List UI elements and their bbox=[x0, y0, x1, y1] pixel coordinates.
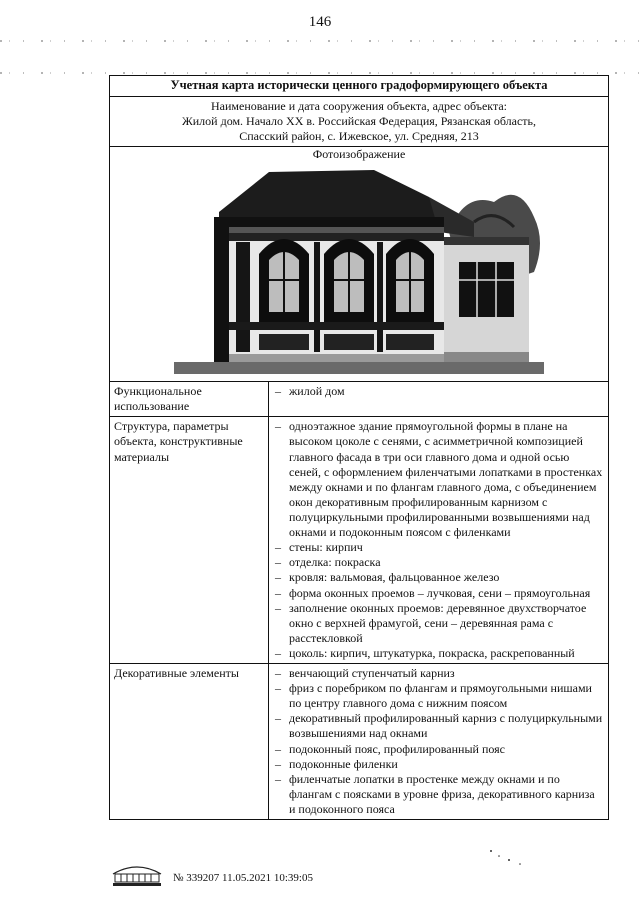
list-item: – фриз с поребриком по флангам и прямоугольными нишами по центру главного дома с нижним поясом bbox=[273, 681, 604, 711]
object-name-cell bbox=[110, 96, 609, 146]
list-item: – цоколь: кирпич, штукатурка, покраска, раскрепованный bbox=[273, 646, 604, 661]
row-value bbox=[269, 382, 609, 417]
list-item: – одноэтажное здание прямоугольной формы в плане на высоком цоколе с сенями, с асимметричной композицией главного фасада в три оси главного дома и одной осью сеней, с оформлением филенчатыми лопатками в простенках между окнами и по флангам главного дома, с объединением окон декоративным профилированным карнизом с полуциркульными профилированными возвышениями над окнами и подоконным поясом с филенками bbox=[273, 419, 604, 540]
page-number: 146 bbox=[308, 14, 332, 30]
list-item: – подоконные филенки bbox=[273, 757, 604, 772]
row-structure bbox=[110, 417, 609, 664]
object-name-line1: Жилой дом. Начало XX в. Российская Федерация, Рязанская область, bbox=[182, 113, 536, 128]
document-stamp-number: № 339207 11.05.2021 10:39:05 bbox=[173, 872, 313, 884]
row-value bbox=[269, 417, 609, 664]
scan-noise-line bbox=[0, 40, 640, 42]
list-item: – заполнение оконных проемов: деревянное двухстворчатое окно с верхней фрамугой, сени – деревянная рама с расстекловкой bbox=[273, 601, 604, 646]
list-item: – кровля: вальмовая, фальцованное железо bbox=[273, 570, 604, 585]
row-decorative bbox=[110, 664, 609, 820]
registry-logo-icon bbox=[107, 860, 167, 888]
row-value bbox=[269, 664, 609, 820]
photo-cell bbox=[110, 147, 609, 382]
list-item: – форма оконных проемов – лучковая, сени – прямоугольная bbox=[273, 586, 604, 601]
row-label: Структура, параметры объекта, конструктивные материалы bbox=[110, 417, 269, 664]
list-item: – отделка: покраска bbox=[273, 555, 604, 570]
row-function bbox=[110, 382, 609, 417]
object-name-label: Наименование и дата сооружения объекта, адрес объекта: bbox=[210, 98, 508, 113]
list-item: – жилой дом bbox=[273, 384, 604, 399]
list-item: – подоконный пояс, профилированный пояс bbox=[273, 742, 604, 757]
list-item: – декоративный профилированный карниз с полуциркульными возвышениями над окнами bbox=[273, 711, 604, 741]
list-item: – стены: кирпич bbox=[273, 540, 604, 555]
object-name-line2: Спасский район, с. Ижевское, ул. Средняя, 213 bbox=[239, 128, 479, 143]
scan-speckle bbox=[487, 848, 527, 868]
building-photo bbox=[174, 162, 544, 374]
photo-label: Фотоизображение bbox=[312, 147, 406, 162]
row-label: Функциональное использование bbox=[110, 382, 269, 417]
list-item: – филенчатые лопатки в простенке между окнами и по флангам с поясками в уровне фриза, декоративного карниза и подоконного пояса bbox=[273, 772, 604, 817]
registration-card-table bbox=[109, 75, 609, 820]
scan-noise-line bbox=[0, 72, 640, 74]
list-item: – венчающий ступенчатый карниз bbox=[273, 666, 604, 681]
row-label: Декоративные элементы bbox=[110, 664, 269, 820]
card-title: Учетная карта исторически ценного градоформирующего объекта bbox=[110, 76, 609, 97]
